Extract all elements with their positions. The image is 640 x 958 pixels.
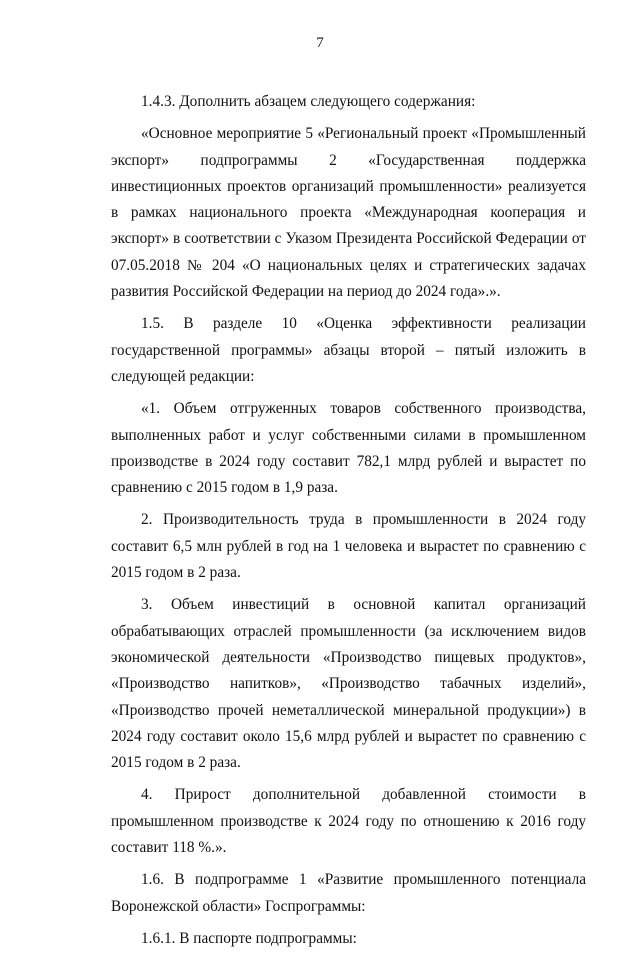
document-body xyxy=(111,89,586,958)
paragraph-main-event-5: «Основное мероприятие 5 «Региональный проект «Промышленный экспорт» подпрограммы 2 «Государственная поддержка инвестиционных проектов организаций промышленности» реализуется в рамках национального проекта «Международная кооперация и экспорт» в соответствии с Указом Президента Российской Федерации от 07.05.2018 № 204 «О национальных целях и стратегических задачах развития Российской Федерации на период до 2024 года».». xyxy=(111,125,586,301)
page-number: 7 xyxy=(316,35,324,51)
paragraph-1-6: 1.6. В подпрограмме 1 «Развитие промышленного потенциала Воронежской области» Госпрограммы: xyxy=(111,871,586,915)
paragraph-item-2: 2. Производительность труда в промышленности в 2024 году составит 6,5 млн рублей в год на 1 человека и вырастет по сравнению с 2015 годом в 2 раза. xyxy=(111,511,586,582)
paragraph-1-6-1: 1.6.1. В паспорте подпрограммы: xyxy=(141,929,357,947)
paragraph-1-5: 1.5. В разделе 10 «Оценка эффективности реализации государственной программы» абзацы второй – пятый изложить в следующей редакции: xyxy=(111,315,586,385)
paragraph-item-1: «1. Объем отгруженных товаров собственного производства, выполненных работ и услуг собственными силами в промышленном производстве в 2024 году составит 782,1 млрд рублей и вырастет по сравнению с 2015 годом в 1,9 раза. xyxy=(111,400,586,497)
paragraph-item-3: 3. Объем инвестиций в основной капитал организаций обрабатывающих отраслей промышленности (за исключением видов экономической деятельности «Производство пищевых продуктов», «Производство напитков», «Производство табачных изделий», «Производство прочей неметаллической минеральной продукции») в 2024 году составит около 15,6 млрд рублей и вырастет по сравнению с 2015 годом в 2 раза. xyxy=(111,596,586,772)
paragraph-item-4: 4. Прирост дополнительной добавленной стоимости в промышленном производстве к 2024 году по отношению к 2016 году составит 118 %.». xyxy=(111,786,586,857)
paragraph-1-4-3: 1.4.3. Дополнить абзацем следующего содержания: xyxy=(141,93,476,110)
